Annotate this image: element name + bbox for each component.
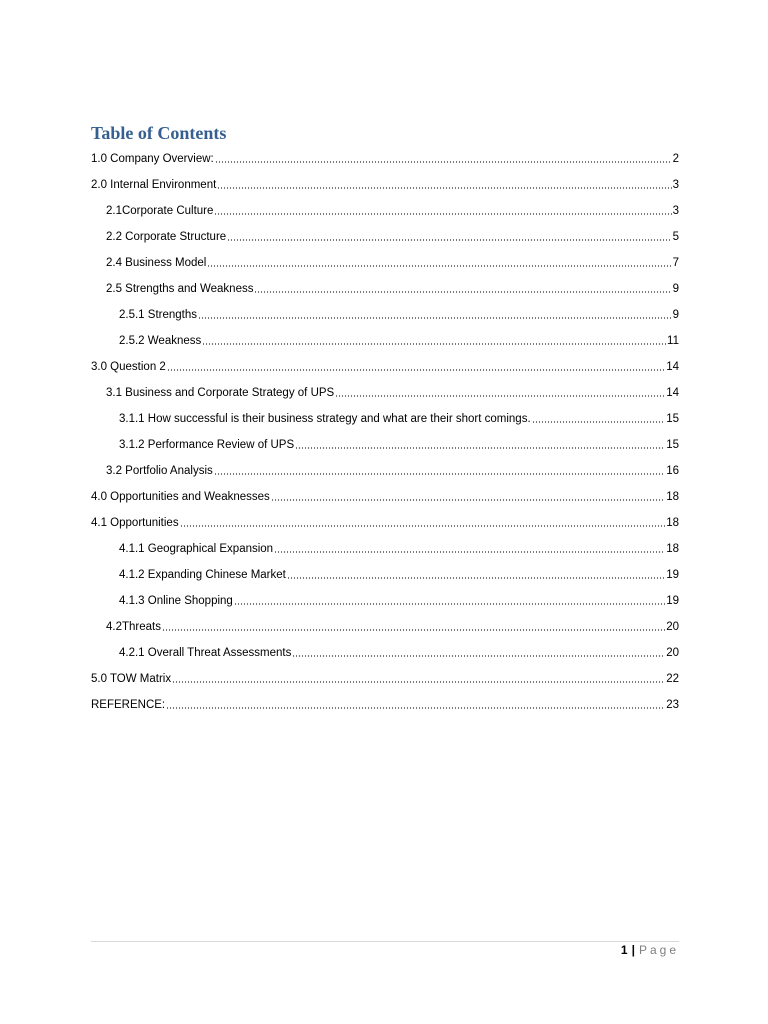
toc-entry-page-number[interactable]: 18: [666, 543, 679, 555]
toc-entry[interactable]: [91, 146, 679, 172]
toc-entry-text[interactable]: 4.1.1 Geographical Expansion: [119, 543, 274, 555]
toc-entry-text[interactable]: 2.1Corporate Culture: [106, 205, 214, 217]
toc-entry[interactable]: [91, 172, 679, 198]
toc-entry-text[interactable]: 4.0 Opportunities and Weaknesses: [91, 491, 270, 503]
toc-entry-page-number[interactable]: 14: [666, 361, 679, 373]
footer-page-label: Page: [638, 943, 679, 957]
page-footer: [621, 943, 679, 957]
toc-entry-text[interactable]: 4.2.1 Overall Threat Assessments: [119, 647, 292, 659]
toc-entry-page-number[interactable]: 5: [672, 231, 679, 243]
toc-dot-leader: [254, 291, 671, 293]
toc-dot-leader: [274, 551, 665, 553]
toc-entry-text[interactable]: 2.0 Internal Environment: [91, 179, 217, 191]
toc-entry[interactable]: [91, 276, 679, 302]
footer-divider: [91, 941, 679, 942]
toc-entry-text[interactable]: 4.1 Opportunities: [91, 517, 179, 529]
toc-entry-page-number[interactable]: 2: [672, 153, 679, 165]
toc-entry-text[interactable]: 4.2Threats: [106, 621, 161, 633]
toc-entry[interactable]: [91, 354, 679, 380]
toc-dot-leader: [207, 265, 671, 267]
toc-entry[interactable]: [91, 250, 679, 276]
toc-dot-leader: [227, 239, 671, 241]
toc-entry-page-number[interactable]: 15: [666, 413, 679, 425]
toc-entry[interactable]: [91, 562, 679, 588]
toc-dot-leader: [180, 525, 666, 527]
toc-entry[interactable]: [91, 458, 679, 484]
toc-dot-leader: [166, 707, 665, 709]
toc-entry[interactable]: [91, 302, 679, 328]
toc-dot-leader: [532, 421, 666, 423]
toc-entry-text[interactable]: 2.5.1 Strengths: [119, 309, 197, 321]
toc-entry-page-number[interactable]: 11: [667, 335, 679, 347]
toc-entry[interactable]: [91, 432, 679, 458]
toc-entry-text[interactable]: 1.0 Company Overview:: [91, 153, 214, 165]
toc-entry[interactable]: [91, 406, 679, 432]
toc-entry[interactable]: [91, 666, 679, 692]
toc-dot-leader: [271, 499, 665, 501]
toc-entry-page-number[interactable]: 19: [666, 595, 679, 607]
toc-entry[interactable]: [91, 640, 679, 666]
toc-dot-leader: [167, 369, 665, 371]
toc-entry-page-number[interactable]: 23: [666, 699, 679, 711]
toc-entry-page-number[interactable]: 3: [672, 179, 679, 191]
toc-entry[interactable]: [91, 198, 679, 224]
toc-dot-leader: [217, 187, 671, 189]
toc-entry[interactable]: [91, 224, 679, 250]
toc-entry-text[interactable]: 5.0 TOW Matrix: [91, 673, 172, 685]
toc-entry-page-number[interactable]: 19: [666, 569, 679, 581]
toc-entry[interactable]: [91, 380, 679, 406]
footer-page-number: 1: [620, 943, 628, 957]
toc-entry-text[interactable]: 3.2 Portfolio Analysis: [106, 465, 213, 477]
toc-entry[interactable]: [91, 588, 679, 614]
toc-list: [91, 146, 679, 718]
toc-entry-text[interactable]: 2.2 Corporate Structure: [106, 231, 227, 243]
toc-entry-page-number[interactable]: 3: [672, 205, 679, 217]
toc-entry[interactable]: [91, 536, 679, 562]
toc-dot-leader: [172, 681, 665, 683]
toc-dot-leader: [202, 343, 666, 345]
toc-entry-page-number[interactable]: 14: [666, 387, 679, 399]
toc-entry-page-number[interactable]: 18: [666, 491, 679, 503]
toc-dot-leader: [214, 473, 665, 475]
toc-entry-text[interactable]: 3.1 Business and Corporate Strategy of UPS: [106, 387, 335, 399]
toc-entry[interactable]: [91, 328, 679, 354]
toc-entry-text[interactable]: 3.1.2 Performance Review of UPS: [119, 439, 295, 451]
toc-entry-text[interactable]: 2.4 Business Model: [106, 257, 207, 269]
toc-dot-leader: [295, 447, 665, 449]
toc-entry-text[interactable]: REFERENCE:: [91, 699, 166, 711]
toc-entry-text[interactable]: 4.1.3 Online Shopping: [119, 595, 233, 607]
toc-entry-page-number[interactable]: 7: [672, 257, 679, 269]
toc-entry-text[interactable]: 2.5 Strengths and Weakness: [106, 283, 254, 295]
toc-entry-page-number[interactable]: 18: [666, 517, 679, 529]
toc-entry-page-number[interactable]: 22: [666, 673, 679, 685]
toc-entry-page-number[interactable]: 9: [672, 309, 679, 321]
toc-dot-leader: [335, 395, 665, 397]
toc-entry-text[interactable]: 4.1.2 Expanding Chinese Market: [119, 569, 286, 581]
toc-dot-leader: [234, 603, 665, 605]
toc-entry-page-number[interactable]: 15: [666, 439, 679, 451]
toc-entry[interactable]: [91, 484, 679, 510]
toc-entry[interactable]: [91, 692, 679, 718]
toc-entry-page-number[interactable]: 20: [666, 621, 679, 633]
toc-entry-text[interactable]: 3.1.1 How successful is their business strategy and what are their short comings.: [119, 413, 531, 425]
toc-title: Table of Contents: [91, 123, 227, 143]
footer-separator: |: [631, 943, 635, 957]
toc-entry-page-number[interactable]: 20: [666, 647, 679, 659]
toc-dot-leader: [162, 629, 665, 631]
toc-entry-page-number[interactable]: 9: [672, 283, 679, 295]
toc-entry[interactable]: [91, 614, 679, 640]
toc-entry-page-number[interactable]: 16: [666, 465, 679, 477]
toc-entry[interactable]: [91, 510, 679, 536]
toc-dot-leader: [214, 213, 671, 215]
toc-dot-leader: [287, 577, 665, 579]
toc-entry-text[interactable]: 3.0 Question 2: [91, 361, 166, 373]
toc-dot-leader: [292, 655, 665, 657]
toc-dot-leader: [198, 317, 672, 319]
toc-entry-text[interactable]: 2.5.2 Weakness: [119, 335, 202, 347]
toc-dot-leader: [215, 161, 672, 163]
